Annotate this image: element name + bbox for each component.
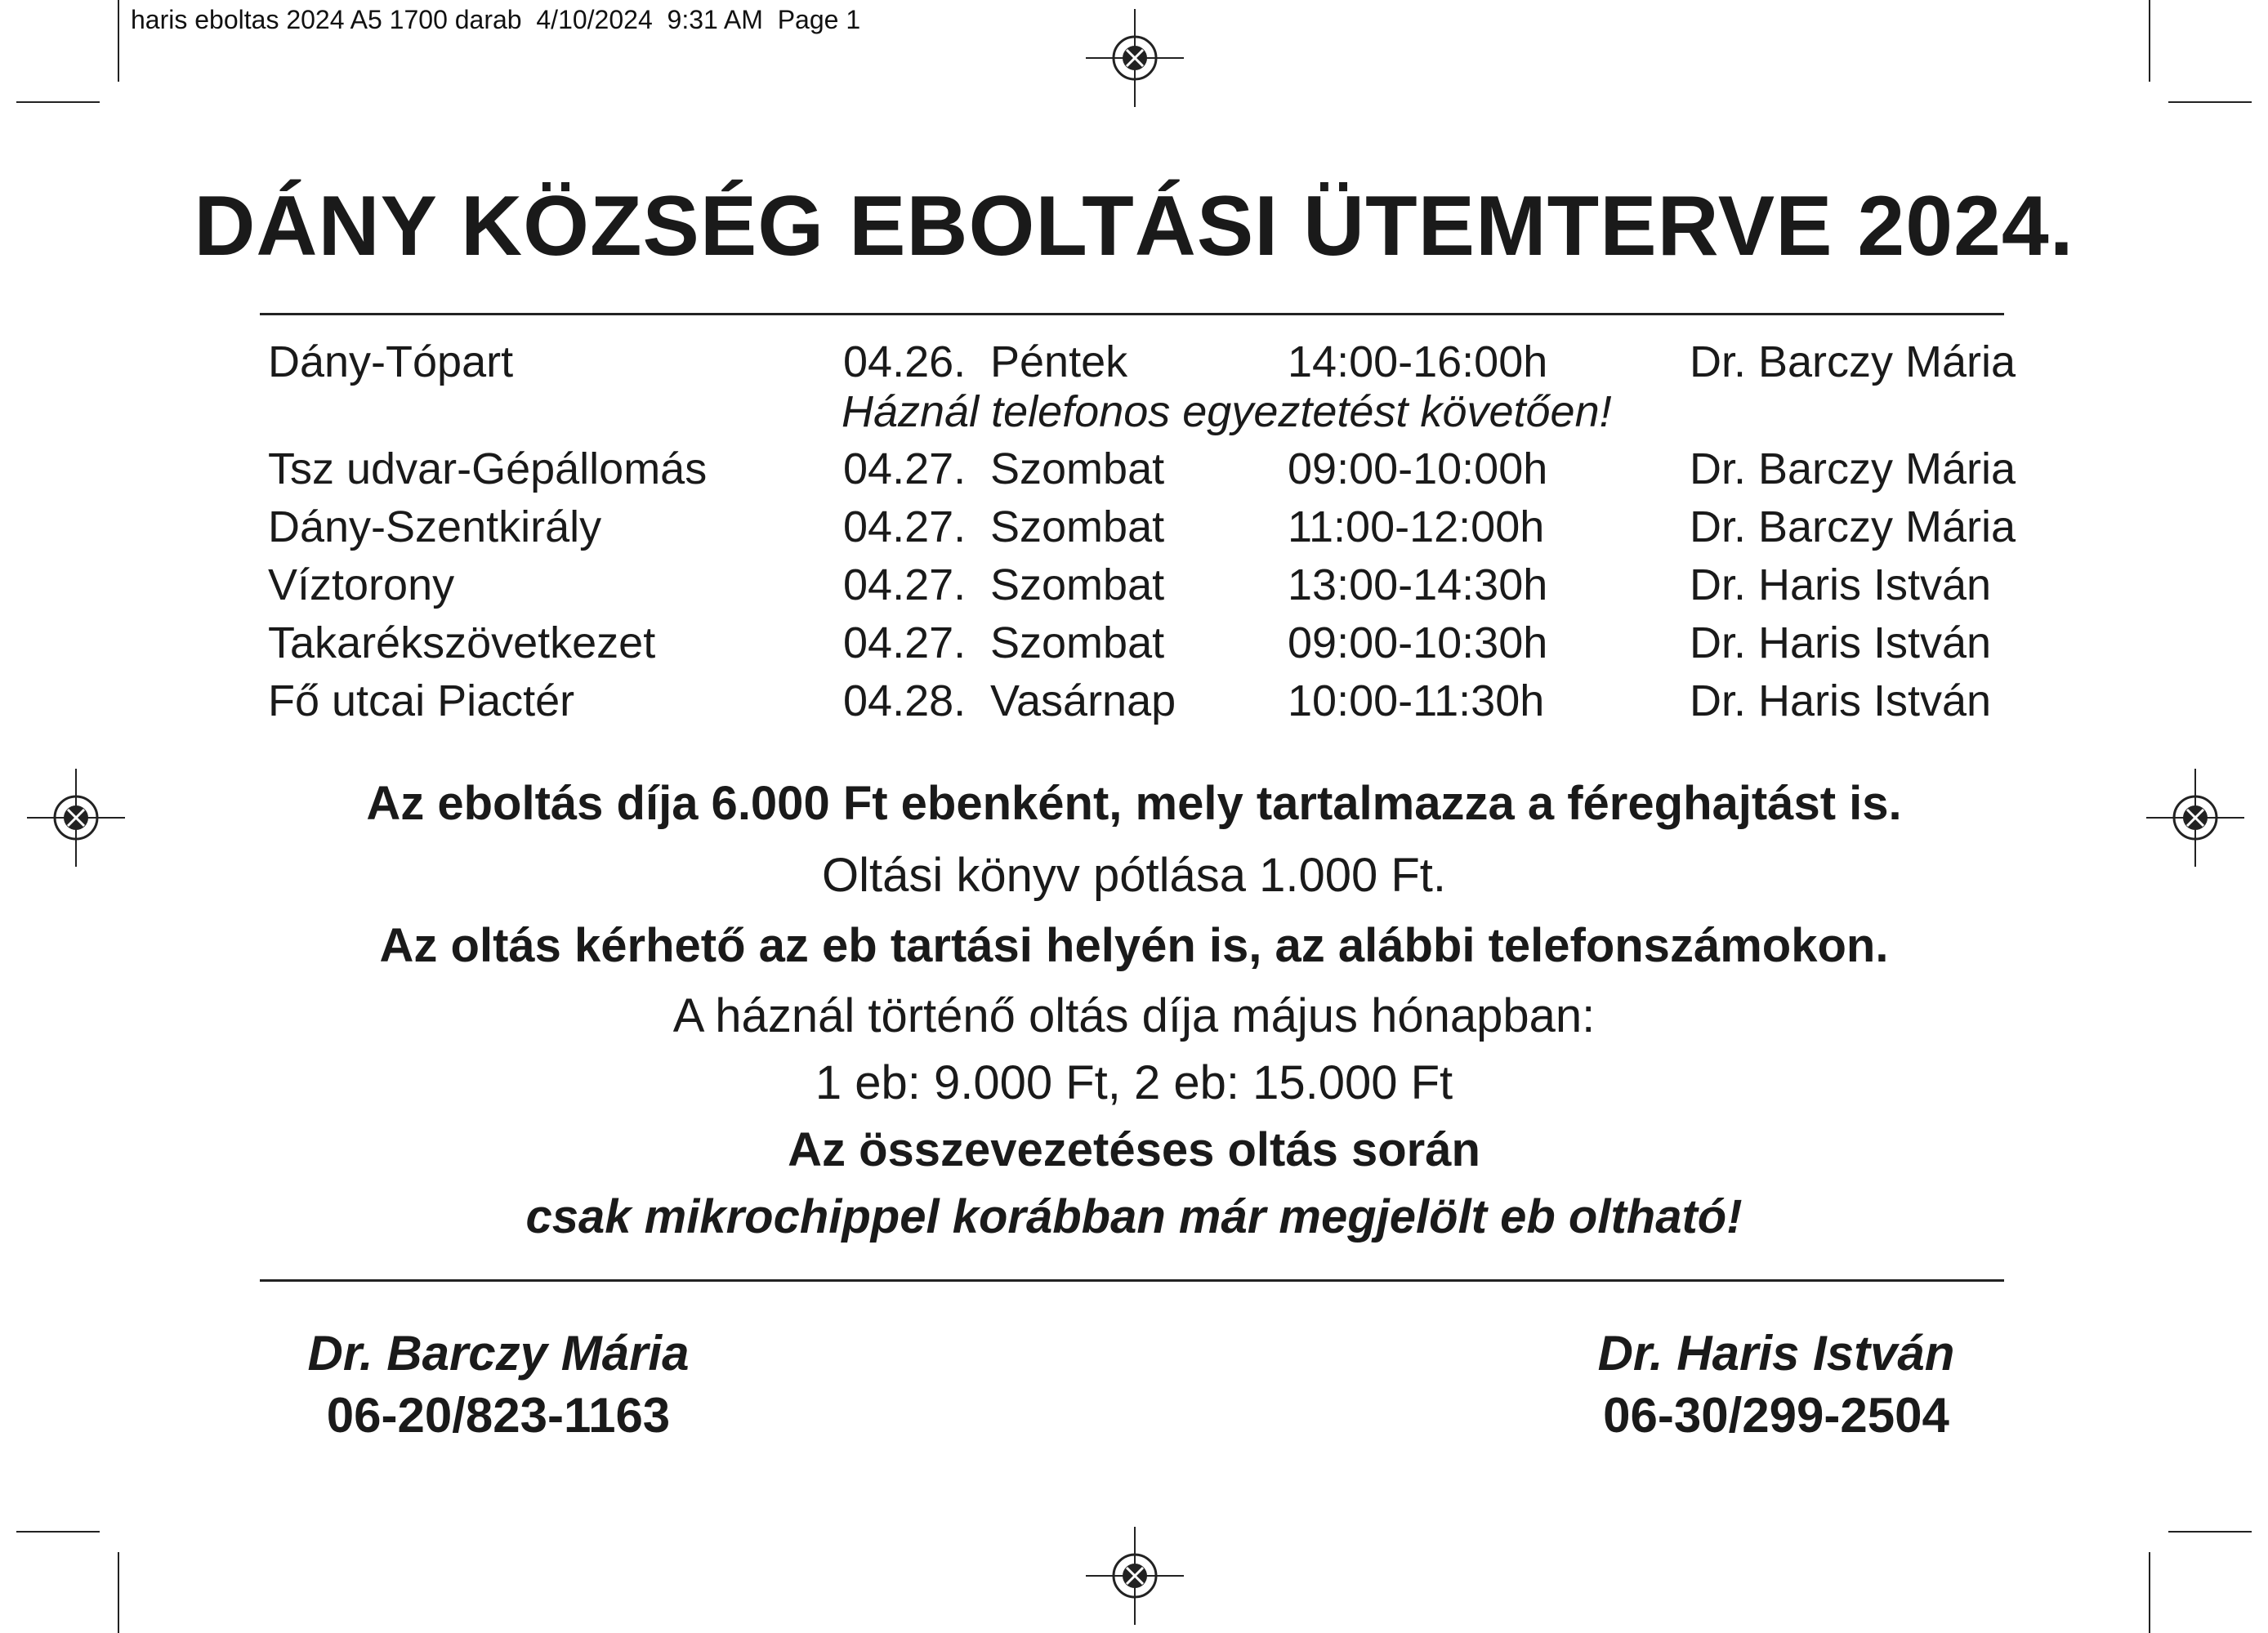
crop-mark [16,1531,100,1533]
schedule-vet: Dr. Barczy Mária [1690,502,2016,551]
home-request-info: Az oltás kérhető az eb tartási helyén is, az alábbi telefonszámokon. [379,919,1889,972]
group-heading: Az összevezetéses oltás során [788,1123,1480,1176]
crop-mark [2168,1531,2252,1533]
contact-phone: 06-20/823-1163 [326,1388,671,1443]
schedule-date: 04.27. [843,560,967,609]
registration-mark-icon [1082,5,1188,111]
contact-name: Dr. Haris István [1597,1326,1955,1381]
home-fee-info: A háznál történő oltás díja május hónapban: [672,989,1596,1042]
contact-name: Dr. Barczy Mária [307,1326,690,1381]
divider [260,1279,2004,1282]
schedule-day: Szombat [990,618,1165,667]
crop-mark [16,101,100,103]
fee-info: Az eboltás díja 6.000 Ft ebenként, mely tartalmazza a féreghajtást is. [366,777,1902,830]
schedule-time: 09:00-10:00h [1288,444,1548,493]
schedule-vet: Dr. Haris István [1690,676,1992,725]
schedule-place: Tsz udvar-Gépállomás [268,444,708,493]
schedule-time: 09:00-10:30h [1288,618,1548,667]
crop-mark [2149,0,2150,82]
schedule-place: Dány-Tópart [268,337,514,386]
schedule-day: Péntek [990,337,1128,386]
divider [260,313,2004,315]
schedule-time: 13:00-14:30h [1288,560,1548,609]
crop-mark [118,1552,119,1633]
schedule-day: Vasárnap [990,676,1176,725]
schedule-place: Víztorony [268,560,455,609]
schedule-vet: Dr. Barczy Mária [1690,337,2016,386]
schedule-vet: Dr. Haris István [1690,560,1992,609]
crop-mark [118,0,119,82]
schedule-date: 04.27. [843,502,967,551]
schedule-day: Szombat [990,502,1165,551]
schedule-date: 04.27. [843,618,967,667]
schedule-date: 04.26. [843,337,967,386]
crop-mark [2149,1552,2150,1633]
schedule-place: Dány-Szentkirály [268,502,602,551]
schedule-place: Fő utcai Piactér [268,676,575,725]
schedule-note: Háznál telefonos egyeztetést követően! [842,387,1612,436]
schedule-time: 11:00-12:00h [1288,502,1545,551]
schedule-day: Szombat [990,444,1165,493]
schedule-day: Szombat [990,560,1165,609]
home-prices-info: 1 eb: 9.000 Ft, 2 eb: 15.000 Ft [815,1056,1453,1109]
crop-mark [2168,101,2252,103]
book-replacement-info: Oltási könyv pótlása 1.000 Ft. [821,849,1447,902]
schedule-vet: Dr. Barczy Mária [1690,444,2016,493]
schedule-time: 10:00-11:30h [1288,676,1545,725]
schedule-date: 04.27. [843,444,967,493]
schedule-date: 04.28. [843,676,967,725]
print-slug: haris eboltas 2024 A5 1700 darab 4/10/2024 9:31 AM Page 1 [131,5,861,34]
chip-note: csak mikrochippel korábban már megjelölt eb oltható! [525,1190,1743,1243]
page-title: DÁNY KÖZSÉG EBOLTÁSI ÜTEMTERVE 2024. [194,179,2074,274]
contact-phone: 06-30/299-2504 [1603,1388,1949,1443]
registration-mark-icon [1082,1523,1188,1629]
schedule-vet: Dr. Haris István [1690,618,1992,667]
schedule-time: 14:00-16:00h [1288,337,1548,386]
schedule-place: Takarékszövetkezet [268,618,656,667]
